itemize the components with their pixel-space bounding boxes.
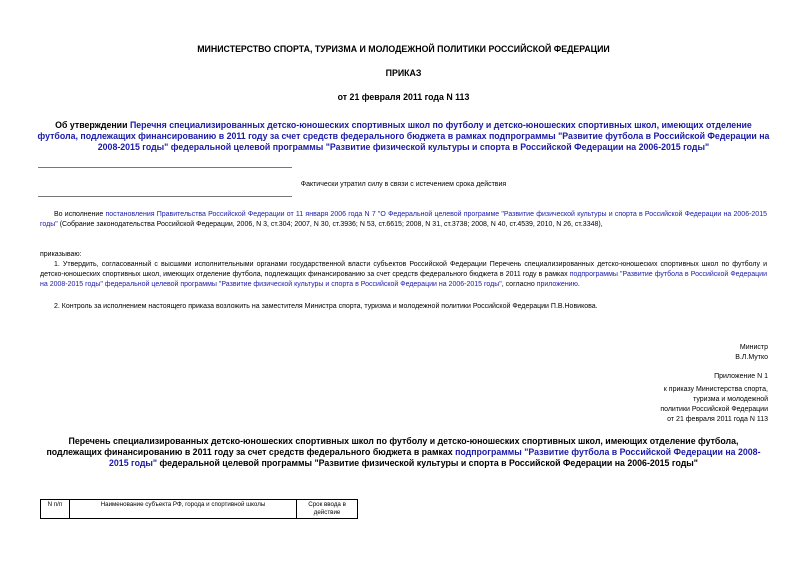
list-title-text: Перечень специализированных детско-юношеских спортивных школ по футболу и детско-юношеских спортивных школ, имеющих отделение футбола, подлежащих финансированию в 2011 году за счет средств федерального бюджета в рамках [46,436,739,457]
column-header-term: Срок ввода в действие [297,500,358,519]
appendix-line: туризма и молодежной [693,396,768,403]
title-prefix: Об утверждении [55,120,130,130]
list-title [40,436,767,469]
ministry-heading: МИНИСТЕРСТВО СПОРТА, ТУРИЗМА И МОЛОДЕЖНОЙ ПОЛИТИКИ РОССИЙСКОЙ ФЕДЕРАЦИИ [197,44,610,54]
column-header-name: Наименование субъекта РФ, города и спортивной школы [69,500,296,519]
signature-position: Министр [739,344,768,351]
list-title-suffix: федеральной целевой программы "Развитие физической культуры и спорта в Российской Федерации на 2006-2015 годы" [157,458,698,468]
preamble-suffix: (Собрание законодательства Российской Федерации, 2006, N 3, ст.304; 2007, N 30, ст.3936; N 53, ст.6615; 2008, N 31, ст.3738; 2008, N 40, ст.4539, 2010, N 26, ст.3348), [57,221,603,228]
signature-name: В.Л.Мутко [735,354,768,361]
separator-line [38,196,292,197]
doc-type-heading: ПРИКАЗ [385,68,422,78]
preamble-paragraph [40,210,767,230]
doc-date-heading: от 21 февраля 2011 года N 113 [337,92,470,102]
document-title [36,120,771,153]
table-header-row [41,500,358,519]
title-link[interactable]: Перечня специализированных детско-юношеских спортивных школ по футболу и детско-юношеских спортивных школ, имеющих отделение футбола, подлежащих финансированию в 2011 году за счет средств федерального бюджета в рамках подпрограммы "Развитие футбола в Российской Федерации на 2008-2015 годы" федеральной целевой программы "Развитие физической культуры и спорта в Российской Федерации на 2006-2015 годы" [37,120,770,152]
order-word: приказываю: [40,251,82,258]
item-1-end: . [577,281,580,288]
separator-line [38,167,292,168]
item-1-link[interactable]: подпрограммы "Развитие футбола в Российской Федерации на 2008-2015 годы" федеральной целевой программы "Развитие физической культуры и спорта в Российской Федерации на 2006-2015 годы" [40,271,767,288]
preamble-link[interactable]: постановления Правительства Российской Федерации от 11 января 2006 года N 7 "О Федеральной целевой программе "Развитие физической культуры и спорта в Российской Федерации на 2006-2015 годы" [40,211,767,228]
column-header-number: N п/п [41,500,70,519]
appendix-label: Приложение N 1 [714,373,768,380]
schools-table [40,499,358,519]
item-1-text: 1. Утвердить, согласованный с высшими исполнительными органами государственной власти субъектов Российской Федерации Перечень специализированных детско-юношеских спортивных школ по футболу и детско-юношеских спортивных школ, имеющих отделение футбола, подлежащих финансированию за счет средств федерального бюджета в 2011 году в рамках [40,261,767,278]
item-2-paragraph: 2. Контроль за исполнением настоящего приказа возложить на заместителя Министра спорта, туризма и молодежной политики Российской Федерации П.В.Новикова. [54,303,598,310]
preamble-prefix: Во исполнение [54,211,106,218]
item-1-paragraph [40,260,767,290]
item-1-mid: , согласно [501,281,537,288]
appendix-line: политики Российской Федерации [660,406,768,413]
appendix-line: к приказу Министерства спорта, [663,386,768,393]
status-note: Фактически утратил силу в связи с истечением срока действия [300,181,507,188]
appendix-link[interactable]: приложению [536,281,578,288]
list-title-link[interactable]: подпрограммы "Развитие футбола в Российской Федерации на 2008-2015 годы" [109,447,761,468]
appendix-line: от 21 февраля 2011 года N 113 [667,416,768,423]
